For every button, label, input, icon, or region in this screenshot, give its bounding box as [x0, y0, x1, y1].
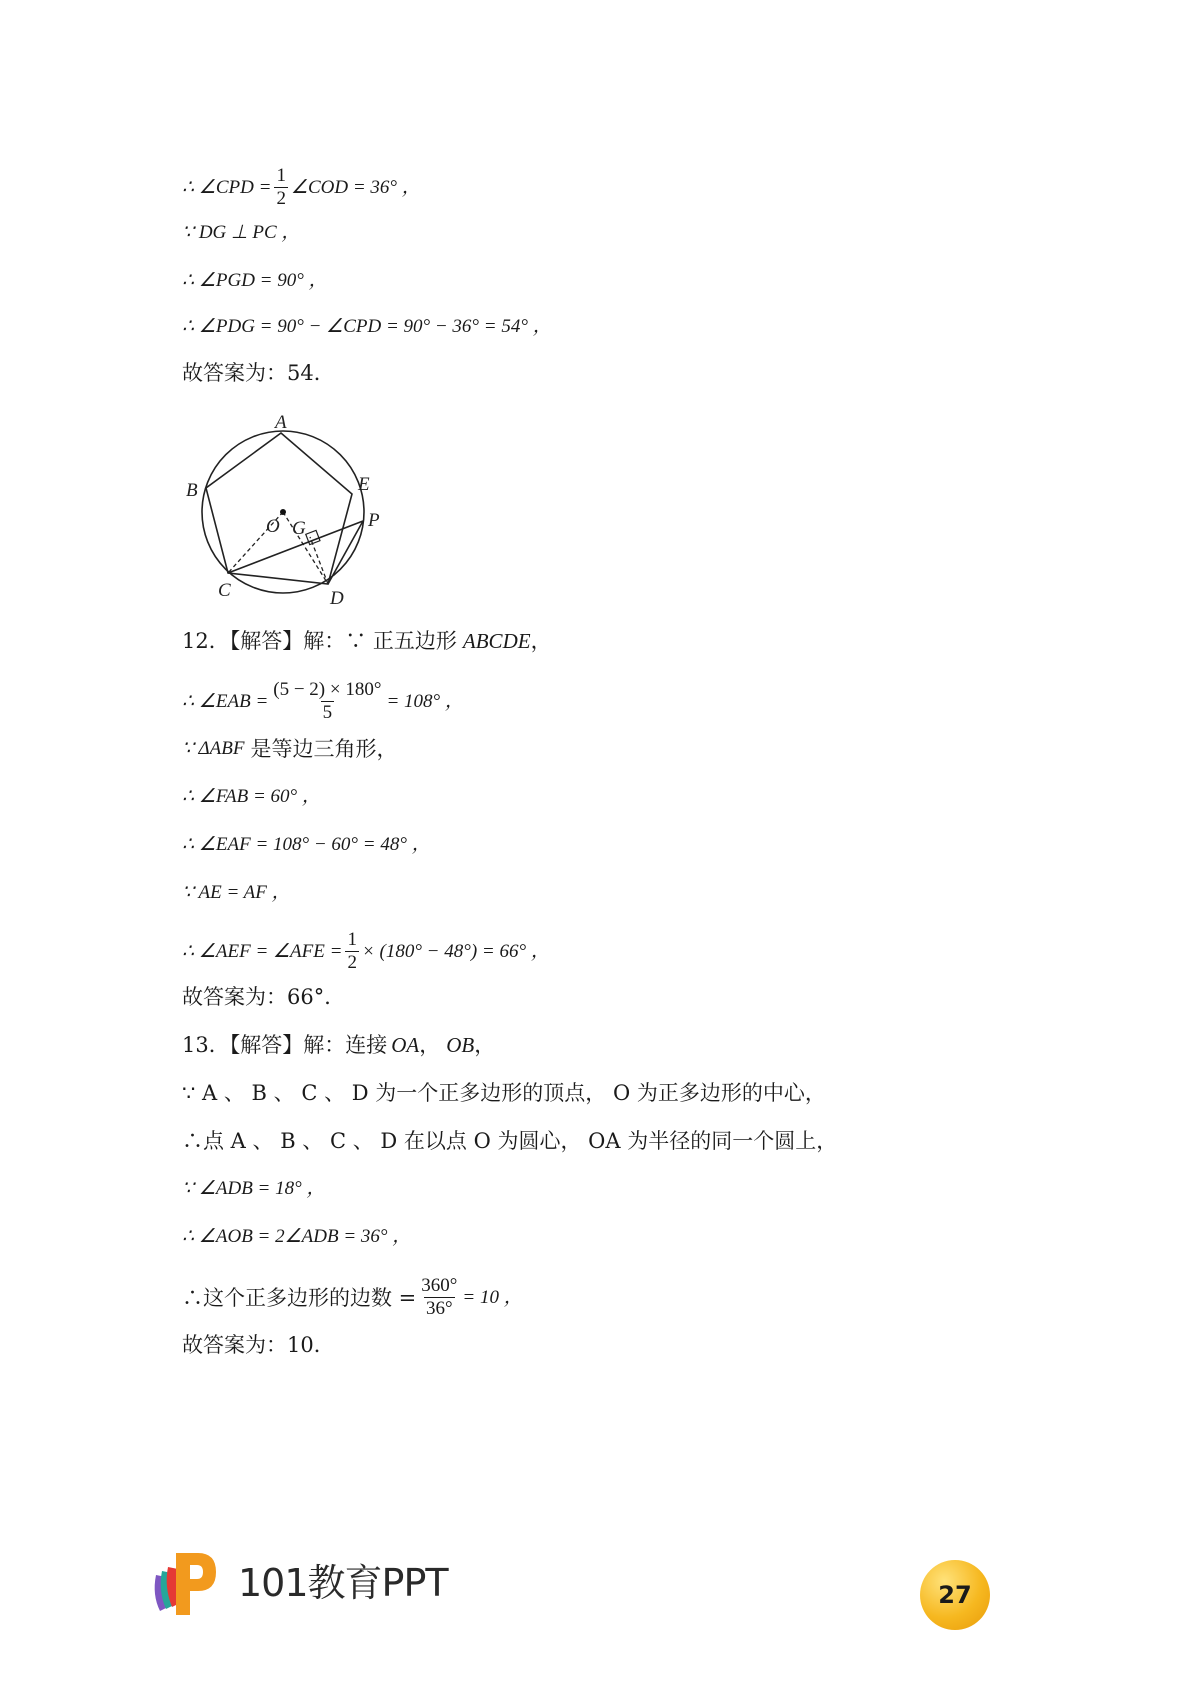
text: OB [446, 1033, 475, 1057]
text: ∴ ∠EAB = [182, 690, 269, 712]
line-eaf [182, 834, 431, 856]
line-cpd [182, 166, 421, 209]
text: ∵ A 、 B 、 C 、 D 为一个正多边形的顶点， O 为正多边形的中心， [182, 1081, 826, 1105]
text: ， [419, 1033, 441, 1057]
text: 故答案为：54． [182, 361, 335, 385]
line-vertices [182, 1082, 826, 1104]
text: × (180° − 48°) = 66° ， [361, 940, 550, 962]
solution-13-heading [182, 1034, 495, 1056]
fraction-numerator: 1 [347, 929, 357, 950]
text: ∴ ∠PGD = 90° ， [182, 270, 328, 291]
segment-dp [328, 521, 363, 584]
text: ∴这个正多边形的边数 = [182, 1285, 417, 1310]
fraction [345, 930, 359, 973]
text: ∴ ∠FAB = 60° ， [182, 786, 321, 807]
line-dg-perp [182, 222, 300, 244]
text: ， [530, 629, 552, 653]
brand-name: 101教育PPT [238, 1561, 448, 1605]
fraction [271, 680, 383, 723]
text: 12．【解答】解：∵ 正五边形 [182, 629, 457, 653]
label-e: E [358, 474, 370, 495]
text: ∵ DG ⊥ PC ， [182, 222, 301, 243]
fraction-numerator: 1 [276, 165, 286, 186]
answer-12 [182, 986, 345, 1008]
answer-13 [182, 1334, 335, 1356]
label-b: B [186, 480, 198, 501]
text: ∵ AE = AF ， [182, 882, 291, 903]
line-side-count [182, 1276, 523, 1319]
page-number: 27 [938, 1581, 972, 1609]
text: ∵ ΔABF [182, 738, 245, 759]
pentagon-abcde [206, 433, 352, 584]
answer-11 [182, 362, 335, 384]
text: ∴ ∠AEF = ∠AFE = [182, 940, 343, 962]
text: 13．【解答】解：连接 [182, 1033, 388, 1057]
text: ∴点 A 、 B 、 C 、 D 在以点 O 为圆心， OA 为半径的同一个圆上， [182, 1129, 838, 1153]
fraction-numerator: (5 − 2) × 180° [273, 679, 382, 700]
text: 故答案为：66°． [182, 985, 346, 1009]
line-aob [182, 1226, 411, 1248]
text: = 108° ， [386, 690, 464, 712]
fraction-denominator: 36° [426, 1298, 453, 1319]
fraction-denominator: 2 [347, 952, 357, 973]
text: 是等边三角形， [250, 737, 398, 761]
line-eab [182, 680, 464, 723]
label-a: A [275, 412, 287, 433]
text: ABCDE [462, 629, 531, 653]
page-number-badge [920, 1560, 990, 1630]
line-same-circle [182, 1130, 837, 1152]
fraction-denominator: 2 [276, 188, 286, 209]
text: ∠COD = 36° ， [290, 176, 421, 198]
fraction-denominator: 5 [322, 702, 333, 723]
pentagon-circle-figure [182, 408, 402, 608]
label-g: G [292, 518, 306, 539]
line-adb [182, 1178, 325, 1200]
center-point [280, 509, 286, 515]
text: ∴ ∠EAF = 108° − 60° = 48° ， [182, 834, 431, 855]
text: = 10 ， [462, 1286, 523, 1308]
text: ， [474, 1033, 496, 1057]
brand-logo-icon [150, 1545, 220, 1617]
label-d: D [330, 588, 344, 608]
label-c: C [218, 580, 231, 601]
fraction [274, 166, 288, 209]
label-o: O [266, 516, 280, 537]
fraction [419, 1276, 459, 1319]
line-fab [182, 786, 321, 808]
text: ∴ ∠CPD = [182, 176, 272, 198]
text: ∵ ∠ADB = 18° ， [182, 1178, 326, 1199]
line-pdg [182, 316, 552, 338]
text: OA [391, 1033, 420, 1057]
line-pgd [182, 270, 328, 292]
text: 故答案为：10． [182, 1333, 335, 1357]
line-abf-equilateral [182, 738, 397, 760]
fraction-numerator: 360° [421, 1275, 458, 1296]
line-aef [182, 930, 550, 973]
line-ae-af [182, 882, 291, 904]
text: ∴ ∠PDG = 90° − ∠CPD = 90° − 36° = 54° ， [182, 316, 552, 337]
solution-12-heading [182, 630, 552, 652]
text: ∴ ∠AOB = 2∠ADB = 36° ， [182, 1226, 412, 1247]
label-p: P [368, 510, 380, 531]
